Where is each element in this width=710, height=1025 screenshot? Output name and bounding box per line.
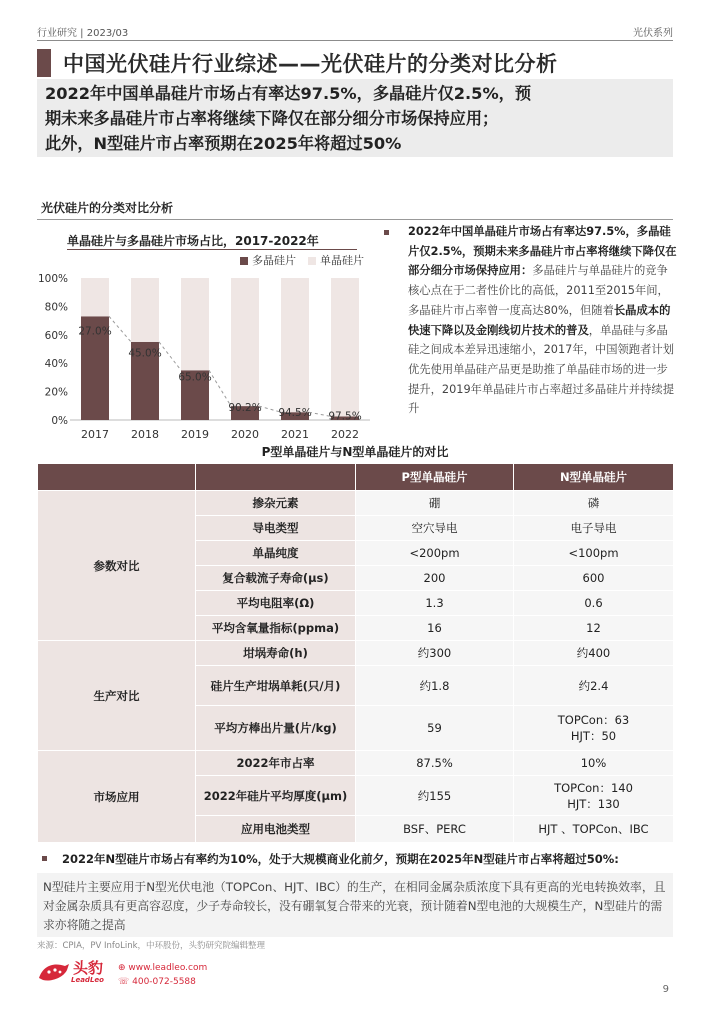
value-cell-n: <100pm [514,541,674,566]
section-label: 光伏硅片的分类对比分析 [41,201,174,215]
headline-line: 期未来多晶硅片市占率将继续下降仅在部分细分市场保持应用； [45,109,499,128]
bar-mono [131,278,159,342]
data-label: 45.0% [128,347,162,360]
header-cell [196,464,356,491]
param-cell: 复合载流子寿命(μs) [196,566,356,591]
chart-commentary [408,222,678,419]
headline-line: 2022年中国单晶硅片市场占有率达97.5%，多晶硅片仅2.5%，预 [45,84,532,103]
globe-icon: ⊕ [118,963,129,973]
value-cell-p: 约155 [356,776,514,816]
logo-subtitle: LeadLeo [71,976,104,984]
contact-info [118,961,207,989]
value-cell-p: 200 [356,566,514,591]
y-tick-label: 40% [44,358,68,371]
x-tick-label: 2021 [281,428,309,441]
value-cell-p: 空穴导电 [356,516,514,541]
comparison-table [37,463,674,843]
value-cell-p: 约300 [356,641,514,666]
data-label: 65.0% [178,371,212,384]
section-divider [37,219,673,220]
commentary-bold-lead: 2022年中国单晶硅片市场占有率达97.5%，多晶硅片仅2.5%，预期未来多晶硅片市占率将继续下降仅在部分细分市场保持应用： [408,225,677,278]
value-cell-p: 硼 [356,491,514,516]
header-left: 行业研究 | 2023/03 [37,28,129,39]
headline-box [37,79,673,157]
value-cell-p: 16 [356,616,514,641]
logo-name: 头豹 [73,959,104,977]
header-cell [38,464,196,491]
param-cell: 平均电阻率(Ω) [196,591,356,616]
website-link[interactable]: www.leadleo.com [128,963,208,973]
bar-mono [231,278,259,406]
group-cell: 生产对比 [38,641,196,751]
page-title [37,47,558,79]
header-cell-p: P型单晶硅片 [356,464,514,491]
bottom-text: N型硅片主要应用于N型光伏电池（TOPCon、HJT、IBC）的生产，在相同金属杂质浓度下具有更高的光电转换效率，且对金属杂质具有更高容忍度，少子寿命较长，没有硼氧复合带来的光衰，预计随着N型电池的大规模生产，N型硅片的需求亦将随之提高 [43,880,666,932]
param-cell: 掺杂元素 [196,491,356,516]
bottom-text-box [37,873,673,937]
group-cell: 市场应用 [38,751,196,843]
value-cell-n: 0.6 [514,591,674,616]
value-line: TOPCon：140 [554,780,633,795]
legend-label-poly: 多晶硅片 [252,254,296,267]
x-tick-label: 2019 [181,428,209,441]
value-cell-n: HJT 、TOPCon、IBC [514,816,674,843]
y-tick-label: 60% [44,329,68,342]
value-cell-p: 1.3 [356,591,514,616]
y-tick-label: 100% [37,273,68,285]
commentary-bold-mid: 长晶成本的快速下降以及金刚线切片技术的普及 [408,303,671,337]
commentary-text: ，单晶硅与多晶硅之间成本差异迅速缩小，2017年，中国领跑者计划优先使用单晶硅产品更是助推了单晶硅市场的进一步提升，2019年单晶硅片市占率超过多晶硅片并持续提升 [408,323,674,416]
commentary-text: 多晶硅片与单晶硅片的竞争核心点在于二者性价比的高低，2011至2015年间，多晶硅片市占率曾一度高达80%，但随着 [408,264,669,317]
value-cell-n [514,706,674,751]
x-tick-label: 2020 [231,428,259,441]
data-label: 97.5% [328,410,362,423]
title-accent-bar [37,49,51,77]
bottom-headline: 2022年N型硅片市场占有率约为10%，处于大规模商业化前夕，预期在2025年N型硅片市占率将超过50%: [62,852,619,866]
group-cell: 参数对比 [38,491,196,641]
bullet-marker [384,230,389,235]
bullet-marker [42,856,47,861]
value-cell-n [514,776,674,816]
legend-label-mono: 单晶硅片 [320,254,364,267]
value-cell-n: 10% [514,751,674,776]
bar-mono [181,278,209,370]
headline-line: 此外，N型硅片市占率预期在2025年将超过50% [45,134,402,153]
param-cell: 平均方棒出片量(片/kg) [196,706,356,751]
bar-mono [331,278,359,416]
value-cell-p: 87.5% [356,751,514,776]
value-cell-p: 约1.8 [356,666,514,706]
value-cell-n: 电子导电 [514,516,674,541]
bar-mono [81,278,109,316]
data-label: 90.2% [228,401,262,414]
x-tick-label: 2018 [131,428,159,441]
value-cell-n: 600 [514,566,674,591]
data-label: 27.0% [78,325,112,338]
phone-line [118,975,207,989]
y-tick-label: 0% [51,415,68,427]
param-cell: 2022年市占率 [196,751,356,776]
chart-title: 单晶硅片与多晶硅片市场占比，2017-2022年 [67,234,319,248]
param-cell: 平均含氧量指标(ppma) [196,616,356,641]
value-cell-n: 约2.4 [514,666,674,706]
page-number: 9 [662,984,669,995]
leadleo-logo[interactable] [37,958,104,986]
param-cell: 坩埚寿命(h) [196,641,356,666]
x-tick-label: 2022 [331,428,359,441]
chart-title-underline [67,249,357,250]
value-line: TOPCon：63 [557,713,630,727]
param-cell: 2022年硅片平均厚度(μm) [196,776,356,816]
phone-number: 400-072-5588 [132,977,196,987]
bar-mono [281,278,309,412]
table-header-row [38,464,674,491]
value-cell-p: <200pm [356,541,514,566]
param-cell: 单晶纯度 [196,541,356,566]
legend-swatch-poly [240,257,248,265]
value-line: HJT：50 [570,729,617,743]
value-line: HJT：130 [567,796,620,811]
x-tick-label: 2017 [81,428,109,441]
source-note: 来源：CPIA，PV InfoLink，中环股份，头豹研究院编辑整理 [37,941,266,951]
data-label: 94.5% [278,407,312,420]
header-cell-n: N型单晶硅片 [514,464,674,491]
y-tick-label: 20% [44,386,68,399]
param-cell: 应用电池类型 [196,816,356,843]
param-cell: 硅片生产坩埚单耗(只/月) [196,666,356,706]
value-cell-n: 磷 [514,491,674,516]
phone-icon: ☏ [118,977,133,987]
website-line[interactable] [118,961,207,975]
value-cell-p: 59 [356,706,514,751]
value-cell-n: 约400 [514,641,674,666]
table-title: P型单晶硅片与N型单晶硅片的对比 [261,445,449,459]
legend-swatch-mono [308,257,316,265]
table-row [38,491,674,516]
header-divider [37,40,673,41]
header-right: 光伏系列 [633,28,673,39]
table-row [38,641,674,666]
param-cell: 导电类型 [196,516,356,541]
value-cell-p: BSF、PERC [356,816,514,843]
y-tick-label: 80% [44,301,68,314]
leopard-icon [37,958,71,986]
market-share-chart [34,266,374,446]
value-cell-n: 12 [514,616,674,641]
page-title-text: 中国光伏硅片行业综述——光伏硅片的分类对比分析 [63,52,558,76]
table-row [38,751,674,776]
